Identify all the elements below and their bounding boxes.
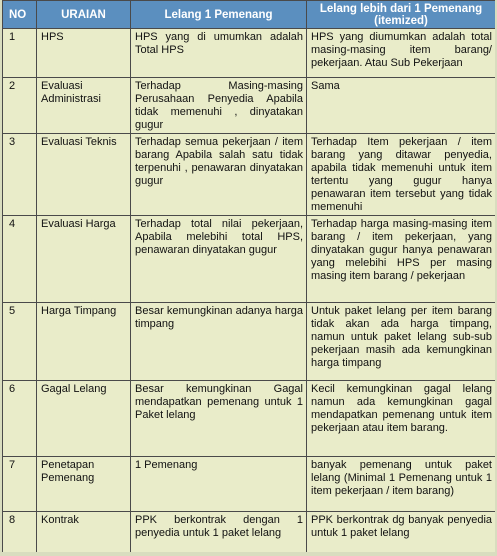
- row-lelang-1: PPK berkontrak dengan 1 penyedia untuk 1 paket lelang: [131, 512, 307, 553]
- row-lelang-itemized: Terhadap harga masing-masing item barang / item pekerjaan, yang dinyatakan gugur hanya penawaran yang melebihi HPS per masing masing item barang / pekerjaan: [307, 216, 496, 303]
- row-uraian: Gagal Lelang: [37, 381, 131, 457]
- table-row: [3, 303, 496, 381]
- row-lelang-1: Terhadap semua pekerjaan / item barang Apabila salah satu tidak terpenuhi , penawaran dinyatakan gugur: [131, 134, 307, 216]
- header-lelang-lebih-dari-1: Lelang lebih dari 1 Pemenang (itemized): [307, 1, 496, 29]
- row-number: 1: [3, 29, 37, 78]
- row-number: 5: [3, 303, 37, 381]
- row-lelang-itemized: Sama: [307, 78, 496, 134]
- row-lelang-itemized: banyak pemenang untuk paket lelang (Minimal 1 Pemenang untuk 1 item pekerjaan / item barang): [307, 457, 496, 512]
- row-number: 3: [3, 134, 37, 216]
- comparison-table: [2, 0, 495, 552]
- row-lelang-itemized: PPK berkontrak dg banyak penyedia untuk 1 paket lelang: [307, 512, 496, 553]
- document-page: [2, 0, 495, 552]
- row-uraian: Penetapan Pemenang: [37, 457, 131, 512]
- row-number: 4: [3, 216, 37, 303]
- row-number: 6: [3, 381, 37, 457]
- row-number: 8: [3, 512, 37, 553]
- row-uraian: Harga Timpang: [37, 303, 131, 381]
- row-uraian: Kontrak: [37, 512, 131, 553]
- row-lelang-1: Besar kemungkinan adanya harga timpang: [131, 303, 307, 381]
- table-row: [3, 134, 496, 216]
- header-uraian: URAIAN: [37, 1, 131, 29]
- row-uraian: Evaluasi Teknis: [37, 134, 131, 216]
- row-lelang-itemized: Untuk paket lelang per item barang tidak akan ada harga timpang, namun untuk paket lelang sub-sub pekerjaan masih ada kemungkinan harga timpang: [307, 303, 496, 381]
- table-row: [3, 29, 496, 78]
- row-number: 7: [3, 457, 37, 512]
- table-row: [3, 78, 496, 134]
- row-uraian: Evaluasi Administrasi: [37, 78, 131, 134]
- header-no: NO: [3, 1, 37, 29]
- table-row: [3, 512, 496, 553]
- row-lelang-1: Terhadap Masing-masing Perusahaan Penyedia Apabila tidak memenuhi , dinyatakan gugur: [131, 78, 307, 134]
- row-lelang-itemized: Kecil kemungkinan gagal lelang namun ada kemungkinan gagal mendapatkan pemenang untuk item pekerjaan atau item barang.: [307, 381, 496, 457]
- row-uraian: Evaluasi Harga: [37, 216, 131, 303]
- table-row: [3, 381, 496, 457]
- row-number: 2: [3, 78, 37, 134]
- row-lelang-1: HPS yang di umumkan adalah Total HPS: [131, 29, 307, 78]
- row-lelang-itemized: HPS yang diumumkan adalah total masing-masing item barang/ pekerjaan. Atau Sub Pekerjaan: [307, 29, 496, 78]
- row-lelang-1: 1 Pemenang: [131, 457, 307, 512]
- table-header-row: [3, 1, 496, 29]
- table-row: [3, 457, 496, 512]
- header-lelang-1-pemenang: Lelang 1 Pemenang: [131, 1, 307, 29]
- row-lelang-1: Besar kemungkinan Gagal mendapatkan pemenang untuk 1 Paket lelang: [131, 381, 307, 457]
- table-row: [3, 216, 496, 303]
- row-uraian: HPS: [37, 29, 131, 78]
- row-lelang-itemized: Terhadap Item pekerjaan / item barang yang ditawar penyedia, apabila tidak memenuhi untuk item tertentu yang gugur hanya penawaran item tersebut yang tidak memenuhi: [307, 134, 496, 216]
- row-lelang-1: Terhadap total nilai pekerjaan, Apabila melebihi total HPS, penawaran dinyatakan gugur: [131, 216, 307, 303]
